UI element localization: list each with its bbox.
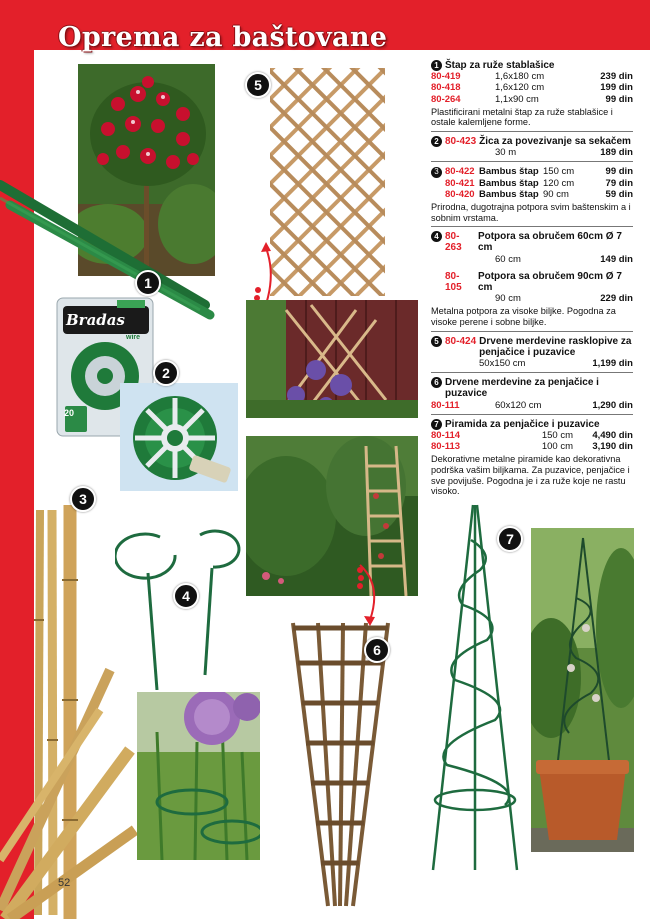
section-number: 7	[431, 419, 442, 430]
section-5	[431, 336, 633, 370]
product-size: 1,6x180 cm	[495, 71, 545, 83]
product-code: 80-111	[431, 399, 460, 411]
product-price: 1,290 din	[592, 399, 633, 411]
divider	[431, 372, 633, 373]
section-description: Metalna potpora za visoke biljke. Pogodna za visoke perene i sobne biljke.	[431, 306, 616, 328]
product-price: 79 din	[605, 177, 633, 189]
fence-clematis-photo	[246, 300, 418, 418]
badge-4: 4	[173, 583, 199, 609]
product-price: 199 din	[600, 82, 633, 94]
price-row	[431, 166, 633, 177]
badge-1: 1	[135, 270, 161, 296]
product-price: 189 din	[600, 147, 633, 159]
product-size: 120 cm	[543, 177, 575, 189]
divider	[431, 414, 633, 415]
product-price: 229 din	[600, 293, 633, 305]
section-2	[431, 136, 633, 158]
product-price: 3,190 din	[592, 441, 633, 453]
price-row	[431, 147, 633, 158]
section-4	[431, 231, 633, 327]
price-row	[431, 178, 633, 189]
badge-7: 7	[497, 526, 523, 552]
price-row	[431, 71, 633, 82]
badge-2: 2	[153, 360, 179, 386]
section-description: Plastificirani metalni štap za ruže stablašice i ostale kalemljene forme.	[431, 106, 613, 128]
section-number: 6	[431, 377, 442, 388]
product-code: 80-422	[445, 166, 475, 178]
section-description: Prirodna, dugotrajna potpora svim baštenskim a i sobnim vrstama.	[431, 202, 631, 223]
product-list	[431, 60, 633, 500]
section-title: Piramida za penjačice i puzavice	[445, 418, 600, 430]
price-row	[431, 400, 633, 411]
divider	[431, 161, 633, 162]
badge-3: 3	[70, 486, 96, 512]
garden-trellis-photo	[246, 436, 418, 596]
divider	[431, 131, 633, 132]
price-row	[431, 189, 633, 200]
product-code: 80-264	[431, 93, 461, 105]
product-size: 1,1x90 cm	[495, 93, 539, 105]
brand-count-label: 20	[64, 408, 75, 418]
section-title: Štap za ruže stablašice	[445, 60, 555, 71]
price-row	[431, 358, 633, 369]
section-title: Potpora sa obručem 60cm Ø 7 cm	[477, 231, 622, 254]
product-name: Bambus štap	[479, 166, 539, 178]
product-price: 99 din	[605, 166, 633, 178]
section-number: 5	[431, 336, 442, 347]
badge-6: 6	[364, 637, 390, 663]
product-price: 59 din	[605, 188, 633, 200]
brand-product-label: wire	[126, 334, 141, 341]
section-title: Drvene merdevine za penjačice i puzavice	[445, 377, 599, 400]
divider	[431, 226, 633, 227]
product-code: 80-424	[445, 335, 477, 347]
wire-spool-photo	[120, 383, 238, 491]
product-size: 50x150 cm	[479, 358, 526, 370]
section-1	[431, 60, 633, 128]
section-description: Dekorativne metalne piramide kao dekorativna podrška vašim biljkama. Za puzavice, penjačice i sve povijuše. Pogodna je i za ruže koje ne rastu visoko.	[431, 454, 630, 497]
section-number: 4	[431, 231, 442, 242]
section-title: Potpora sa obručem 90cm Ø 7 cm	[477, 270, 622, 294]
page-title: Oprema za baštovane	[58, 22, 388, 53]
section-7	[431, 419, 633, 497]
section-title: Žica za povezivanje sa sekačem	[479, 136, 631, 147]
section-title: Drvene merdevine rasklopive za penjačice i puzavice	[479, 335, 632, 358]
price-row	[431, 82, 633, 93]
product-size: 90 cm	[543, 188, 569, 200]
product-price: 1,199 din	[592, 358, 633, 370]
product-code: 80-113	[431, 441, 461, 453]
pyramid-support-image	[425, 500, 525, 875]
allium-photo	[137, 692, 260, 860]
product-size: 150 cm	[541, 430, 573, 442]
price-row	[431, 430, 633, 441]
product-code: 80-105	[445, 270, 462, 294]
product-size: 150 cm	[543, 166, 575, 178]
product-size: 100 cm	[541, 441, 573, 453]
price-row	[431, 441, 633, 452]
section-3	[431, 166, 633, 223]
pyramid-pot-photo	[531, 528, 634, 852]
product-name: Bambus štap	[479, 188, 539, 200]
price-row	[431, 254, 633, 265]
wooden-trellis-image	[270, 68, 385, 296]
product-price: 149 din	[600, 253, 633, 265]
product-code: 80-420	[445, 188, 475, 200]
product-size: 30 m	[495, 147, 517, 159]
product-size: 60 cm	[495, 253, 521, 265]
price-row	[431, 293, 633, 304]
section-6	[431, 377, 633, 411]
product-name: Bambus štap	[479, 177, 539, 189]
product-size: 60x120 cm	[495, 399, 542, 411]
section-number: 2	[431, 136, 442, 147]
product-code: 80-418	[431, 82, 461, 94]
product-code: 80-263	[445, 231, 462, 254]
product-code: 80-423	[445, 136, 477, 147]
product-price: 239 din	[600, 71, 633, 83]
product-code: 80-419	[431, 71, 461, 83]
product-code: 80-114	[431, 430, 461, 442]
section-number: 1	[431, 60, 442, 71]
price-row	[431, 94, 633, 105]
brand-logo: Bradas	[66, 311, 125, 329]
page-number: 52	[58, 877, 71, 889]
product-price: 99 din	[605, 93, 633, 105]
badge-5: 5	[245, 72, 271, 98]
product-size: 1,6x120 cm	[495, 82, 545, 94]
product-price: 4,490 din	[592, 430, 633, 442]
product-code: 80-421	[445, 177, 475, 189]
product-size: 90 cm	[495, 293, 521, 305]
divider	[431, 331, 633, 332]
section-number: 3	[431, 167, 442, 178]
